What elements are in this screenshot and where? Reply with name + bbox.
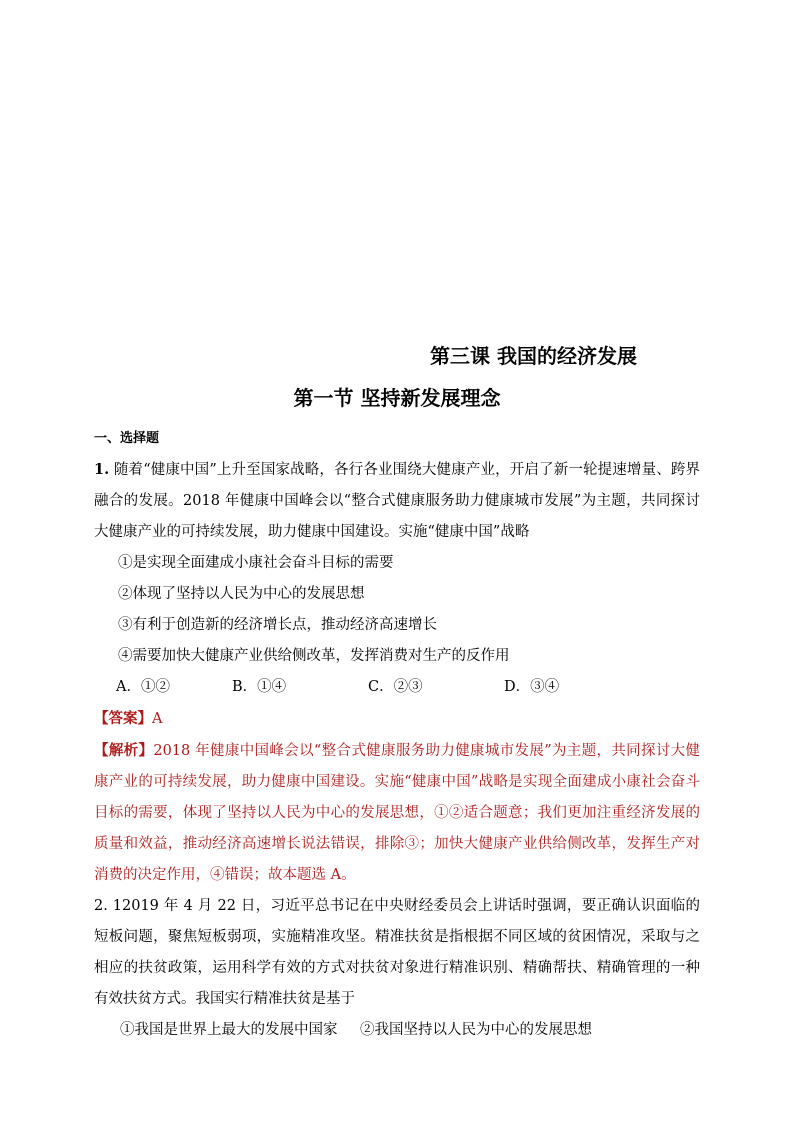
question-section-heading: 一、选择题 [94, 431, 160, 446]
answer-label: 【答案】 [94, 710, 152, 727]
question-1-analysis [94, 735, 700, 891]
question-2-option-1: ①我国是世界上最大的发展中国家 [120, 1022, 338, 1038]
question-1-option-1: ①是实现全面建成小康社会奋斗目标的需要 [118, 555, 394, 571]
question-2-option-2: ②我国坚持以人民为中心的发展思想 [360, 1022, 592, 1038]
question-1-stem [94, 454, 700, 548]
question-1-option-2: ②体现了坚持以人民为中心的发展思想 [118, 586, 365, 602]
section-title: 第一节 坚持新发展理念 [293, 386, 501, 410]
question-1-option-3: ③有利于创造新的经济增长点，推动经济高速增长 [118, 617, 437, 633]
question-1-text: 随着“健康中国”上升至国家战略，各行各业围绕大健康产业，开启了新一轮提速增量、跨界融合的发展。2018 年健康中国峰会以“整合式健康服务助力健康城市发展”为主题，共同探讨大健康产业的可持续发展，助力健康中国建设。实施“健康中国”战略 [94, 462, 701, 540]
document-body [94, 428, 700, 1046]
question-2-stem: 2. 12019 年 4 月 22 日，习近平总书记在中央财经委员会上讲话时强调，要正确认识面临的短板问题，聚焦短板弱项，实施精准攻坚。精准扶贫是指根据不同区域的贫困情况，采取与之相应的扶贫政策，运用科学有效的方式对扶贫对象进行精准识别、精确帮扶、精确管理的一种有效扶贫方式。我国实行精准扶贫是基于 [94, 898, 700, 1007]
choice-a: A．①② [116, 679, 170, 695]
choice-c: C．②③ [368, 679, 423, 695]
choice-d: D．③④ [504, 679, 560, 695]
answer-value: A [152, 711, 163, 727]
question-number: 1. [94, 461, 110, 478]
question-2-options [94, 1015, 700, 1046]
question-1-option-4: ④需要加快大健康产业供给侧改革，发挥消费对生产的反作用 [118, 648, 510, 664]
lesson-title: 第三课 我国的经济发展 [430, 344, 637, 368]
analysis-label: 【解析】 [94, 742, 154, 759]
choice-b: B．①④ [232, 679, 287, 695]
question-1-answer [94, 703, 700, 735]
question-1-choices [94, 672, 700, 703]
analysis-text: 2018 年健康中国峰会以“整合式健康服务助力健康城市发展”为主题，共同探讨大健康产业的可持续发展，助力健康中国建设。实施“健康中国”战略是实现全面建成小康社会奋斗目标的需要，体现了坚持以人民为中心的发展思想，①②适合题意；我们更加注重经济发展的质量和效益，推动经济高速增长说法错误，排除③；加快大健康产业供给侧改革，发挥生产对消费的决定作用，④错误；故本题选 A。 [94, 743, 700, 883]
